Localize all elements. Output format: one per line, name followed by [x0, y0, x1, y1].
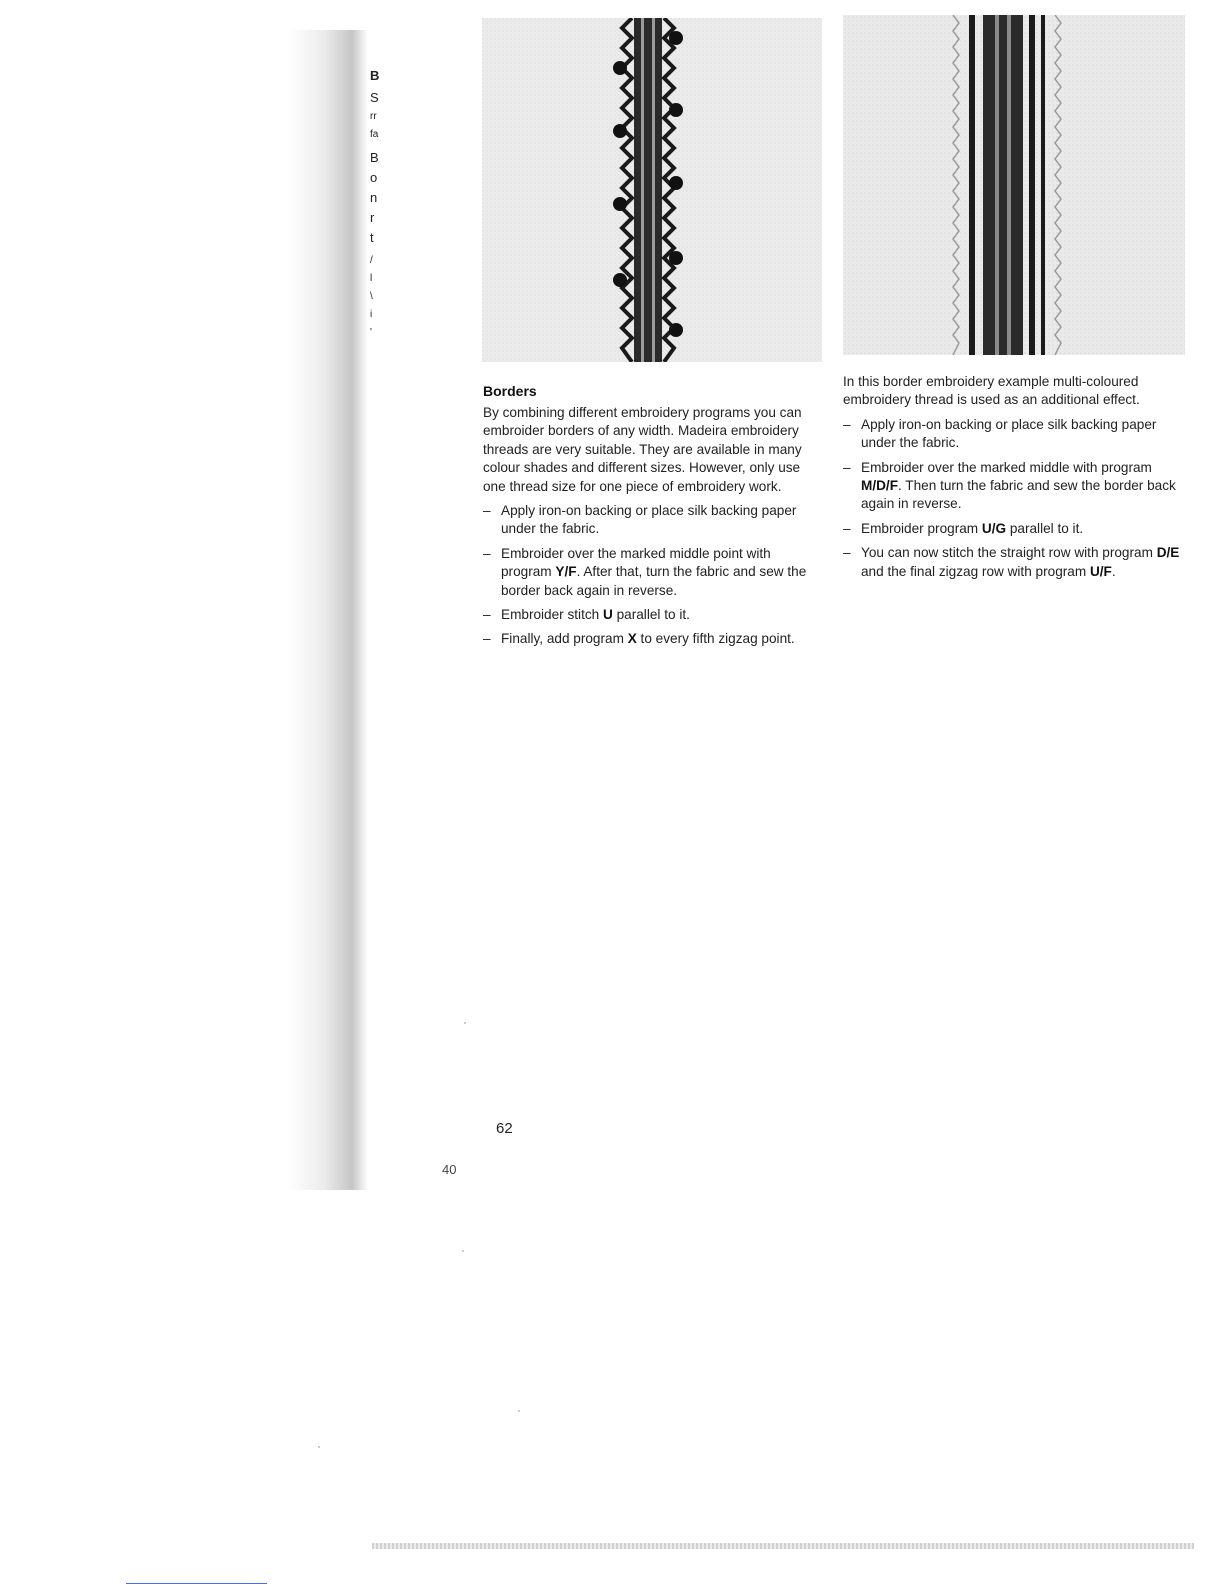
border-embroidery-photo-2: [843, 15, 1185, 355]
instruction-step: [483, 545, 823, 600]
step-text: Embroider over the marked middle with program: [861, 459, 1152, 475]
list-dash: –: [843, 520, 851, 536]
program-code: D/E: [1156, 545, 1180, 561]
prev-page-fragment: i: [370, 309, 373, 320]
multi-row-border-illustration: [843, 15, 1185, 355]
right-text-column: [843, 373, 1183, 587]
step-text: .: [1111, 563, 1116, 579]
zigzag-dot-border-illustration: [482, 18, 822, 362]
prev-page-fragment: l: [370, 273, 373, 284]
list-dash: –: [843, 416, 851, 432]
step-text: to every fifth zigzag point.: [636, 631, 795, 647]
section-heading: Borders: [483, 383, 537, 399]
step-text: Apply iron-on backing or place silk backing paper under the fabric.: [501, 503, 797, 537]
step-text: parallel to it.: [612, 607, 690, 623]
previous-page-fragment: [370, 66, 400, 342]
prev-page-fragment: n: [370, 190, 378, 205]
instruction-list: [843, 416, 1183, 581]
instruction-step: [483, 502, 823, 539]
prev-page-fragment: t: [370, 230, 374, 245]
list-dash: –: [483, 631, 491, 647]
step-text: Finally, add program: [501, 631, 628, 647]
page-number: 62: [496, 1120, 513, 1137]
list-dash: –: [843, 545, 851, 561]
list-dash: –: [483, 607, 491, 623]
instruction-step: [843, 544, 1183, 581]
step-text: . After that, turn the fabric and sew the border back again in reverse.: [501, 564, 807, 598]
step-text: parallel to it.: [1006, 520, 1084, 536]
instruction-step: [843, 520, 1183, 538]
scan-speck: [518, 1410, 520, 1412]
prev-page-fragment: fa: [370, 129, 379, 140]
instruction-list: [483, 502, 823, 649]
step-text: Embroider over the marked middle point with program: [501, 545, 771, 580]
step-text: Embroider stitch: [501, 607, 603, 623]
border-embroidery-photo-1: [482, 18, 822, 362]
step-text: Embroider program: [861, 520, 982, 536]
prev-page-fragment: B: [370, 150, 379, 165]
intro-paragraph: In this border embroidery example multi-coloured embroidery thread is used as an additional effect.: [843, 374, 1140, 408]
left-text-column: [483, 404, 823, 655]
step-text: You can now stitch the straight row with program: [861, 545, 1157, 561]
program-code: X: [627, 631, 637, 647]
step-text: and the final zigzag row with program: [861, 563, 1090, 579]
program-code: M/D/F: [861, 478, 898, 494]
prev-page-fragment: r: [370, 210, 375, 225]
prev-page-fragment: ': [370, 327, 372, 338]
book-gutter-shadow: [288, 30, 368, 1190]
scan-speck: [318, 1446, 320, 1448]
instruction-step: [843, 416, 1183, 453]
previous-page-number: 40: [442, 1162, 457, 1177]
program-code: U/F: [1089, 563, 1112, 579]
prev-page-fragment: B: [370, 68, 380, 83]
prev-page-fragment: S: [370, 90, 379, 105]
instruction-step: [483, 606, 823, 624]
prev-page-fragment: /: [370, 255, 373, 266]
scan-speck: [464, 1022, 466, 1024]
prev-page-fragment: rr: [370, 111, 377, 122]
step-text: . Then turn the fabric and sew the border back again in reverse.: [861, 478, 1176, 512]
instruction-step: [483, 630, 823, 648]
instruction-step: [843, 459, 1183, 514]
list-dash: –: [483, 503, 491, 519]
step-text: Apply iron-on backing or place silk backing paper under the fabric.: [861, 416, 1157, 451]
intro-paragraph: By combining different embroidery programs you can embroider borders of any width. Madeira embroidery threads are very suitable. They are available in many colour shades and different sizes. However, only use one thread size for one piece of embroidery work.: [483, 405, 802, 494]
page-edge-shadow: [372, 1543, 1194, 1549]
prev-page-fragment: \: [370, 291, 373, 302]
list-dash: –: [843, 459, 851, 475]
program-code: Y/F: [555, 564, 577, 580]
prev-page-fragment: o: [370, 170, 378, 185]
program-code: U/G: [981, 520, 1007, 536]
scan-speck: [462, 1250, 464, 1252]
list-dash: –: [483, 545, 491, 561]
program-code: U: [603, 607, 613, 623]
